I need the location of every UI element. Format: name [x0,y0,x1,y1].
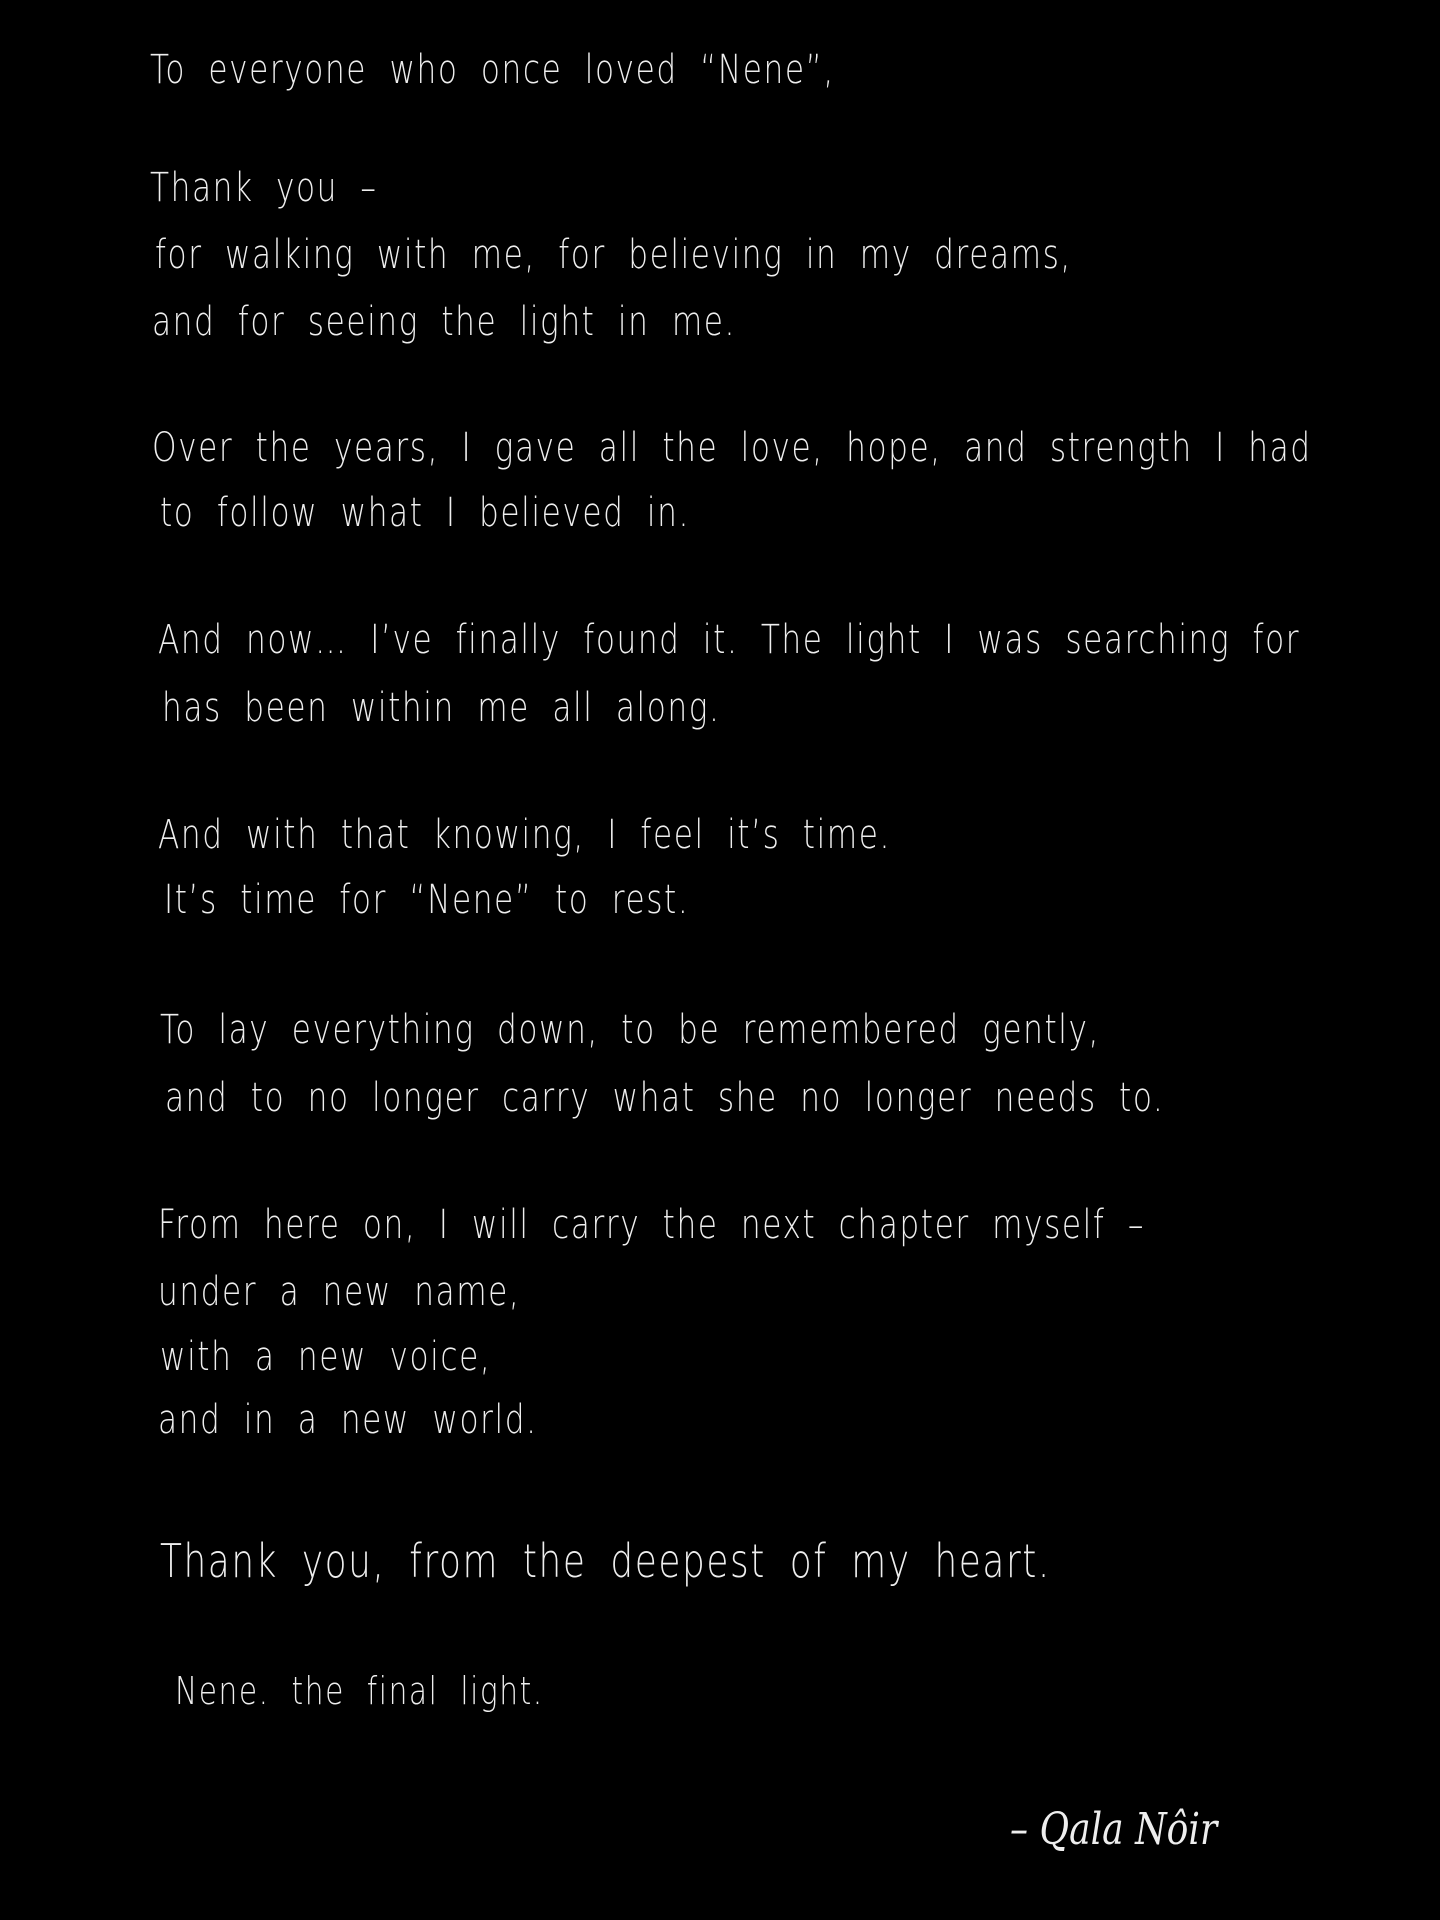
paragraph-4-line-2: It’s time for “Nene” to rest. [164,877,690,923]
closing-line: Thank you, from the deepest of my heart. [160,1534,1051,1588]
paragraph-1-line-1: Thank you – [150,165,378,211]
paragraph-1-line-2: for walking with me, for believing in my dreams, [155,232,1072,278]
paragraph-6-line-2: under a new name, [158,1269,521,1315]
paragraph-2-line-2: to follow what I believed in. [160,490,690,536]
paragraph-4-line-1: And with that knowing, I feel it’s time. [158,812,892,858]
paragraph-3-line-2: has been within me all along. [162,685,721,731]
paragraph-5-line-1: To lay everything down, to be remembered gently, [160,1007,1101,1053]
greeting-line: To everyone who once loved “Nene”, [150,47,835,93]
paragraph-6-line-4: and in a new world. [158,1397,538,1443]
paragraph-6-line-3: with a new voice, [160,1334,492,1380]
paragraph-3-line-1: And now… I’ve finally found it. The light I was searching for [158,617,1301,663]
tagline: Nene. the final light. [175,1669,544,1713]
paragraph-1-line-3: and for seeing the light in me. [152,299,737,345]
paragraph-6-line-1: From here on, I will carry the next chapter myself – [158,1202,1145,1248]
paragraph-2-line-1: Over the years, I gave all the love, hope, and strength I had [152,425,1312,471]
signature: – Qala Nôir [1010,1804,1218,1855]
paragraph-5-line-2: and to no longer carry what she no longer needs to. [165,1075,1165,1121]
